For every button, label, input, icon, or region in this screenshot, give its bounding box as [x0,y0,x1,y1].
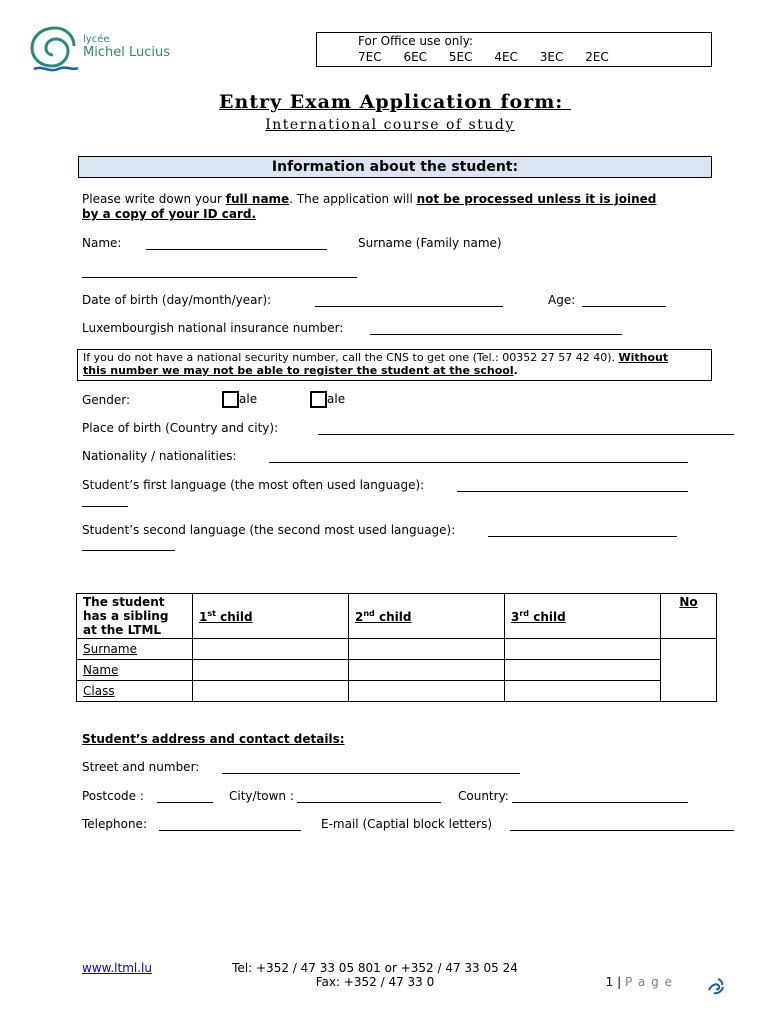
page-subtitle: International course of study [265,117,515,133]
table-row [77,660,717,681]
child-1-class[interactable] [193,681,349,702]
child-2-surname[interactable] [349,639,505,660]
child-2-name[interactable] [349,660,505,681]
table-row [77,639,717,660]
child-1-header: 1st child [193,594,349,639]
city-field[interactable] [297,790,441,803]
class-7ec: 7EC [358,50,382,64]
child-2-header: 2nd child [349,594,505,639]
surname-label: Surname (Family name) [358,236,502,250]
gender-label: Gender: [82,393,131,407]
dob-field[interactable] [315,294,503,307]
child-1-surname[interactable] [193,639,349,660]
address-heading: Student’s address and contact details: [82,732,345,746]
name-label: Name: [82,236,122,250]
nautilus-logo-icon [28,24,82,74]
child-3-name[interactable] [505,660,661,681]
sibling-question-cell: The student has a sibling at the LTML [77,594,193,639]
intro-text: Please write down your full name. The application will not be processed unless it is joined by a copy of your ID card. [82,192,657,221]
gender-option-1: ale [222,391,257,408]
telephone-field[interactable] [159,818,301,831]
siblings-table [76,593,717,702]
telephone-label: Telephone: [82,817,147,831]
nationality-field[interactable] [269,450,688,463]
footer-fax: Fax: +352 / 47 33 0 [315,975,435,989]
child-3-header: 3rd child [505,594,661,639]
first-language-field[interactable] [457,479,688,492]
birthplace-field[interactable] [318,422,734,435]
surname-field[interactable] [82,265,357,278]
page-title: Entry Exam Application form: [219,91,571,113]
insurance-label: Luxembourgish national insurance number: [82,321,344,335]
row-label-class: Class [77,681,193,702]
country-field[interactable] [512,790,688,803]
email-field[interactable] [510,818,734,831]
second-language-label: Student’s second language (the second most used language): [82,523,456,537]
logo-line1: lycée [83,34,110,45]
table-row [77,681,717,702]
nationality-label: Nationality / nationalities: [82,449,237,463]
class-list [358,50,609,64]
child-3-surname[interactable] [505,639,661,660]
class-4ec: 4EC [494,50,518,64]
class-6ec: 6EC [403,50,428,64]
page-number: 1 | P a g e [605,975,673,989]
street-field[interactable] [222,761,520,774]
office-use-label: For Office use only: [358,34,474,48]
age-field[interactable] [582,294,666,307]
office-use-box [316,32,712,67]
child-2-class[interactable] [349,681,505,702]
country-label: Country: [458,789,509,803]
insurance-notice: If you do not have a national security number, call the CNS to get one (Tel.: 00352 27 57 42 40). Without this number we may not be able to register the student at the school. [77,349,712,381]
city-label: City/town : [229,789,294,803]
class-2ec: 2EC [585,50,609,64]
class-5ec: 5EC [448,50,473,64]
section-header: Information about the student: [78,156,712,178]
checkbox-female[interactable] [310,391,327,408]
wave-logo-icon [706,976,726,996]
footer-tel: Tel: +352 / 47 33 05 801 or +352 / 47 33 05 24 [232,961,518,975]
second-language-field[interactable] [488,524,677,537]
dob-label: Date of birth (day/month/year): [82,293,272,307]
row-label-surname: Surname [77,639,193,660]
name-field[interactable] [146,237,327,250]
website-link[interactable]: www.ltml.lu [82,961,152,975]
second-language-field-cont[interactable] [82,538,175,551]
class-3ec: 3EC [539,50,564,64]
email-label: E-mail (Captial block letters) [321,817,493,831]
table-header-row [77,594,717,639]
birthplace-label: Place of birth (Country and city): [82,421,279,435]
insurance-field[interactable] [370,322,622,335]
checkbox-male[interactable] [222,391,239,408]
footer-contact [200,961,550,989]
age-label: Age: [548,293,576,307]
street-label: Street and number: [82,760,200,774]
no-sibling-header[interactable]: No [661,594,717,639]
postcode-label: Postcode : [82,789,144,803]
first-language-field-cont[interactable] [82,494,128,507]
child-1-name[interactable] [193,660,349,681]
postcode-field[interactable] [157,790,213,803]
child-3-class[interactable] [505,681,661,702]
logo-line2: Michel Lucius [83,45,170,60]
no-sibling-cell[interactable] [661,639,717,702]
school-logo [28,24,178,74]
gender-option-2: ale [310,391,345,408]
row-label-name: Name [77,660,193,681]
first-language-label: Student’s first language (the most often used language): [82,478,425,492]
